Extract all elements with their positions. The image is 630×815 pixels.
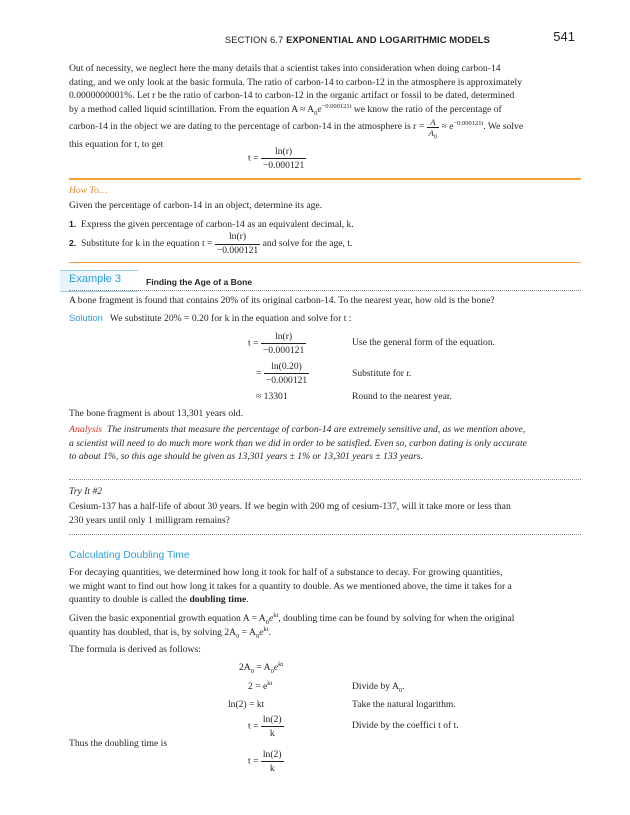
section-title: EXPONENTIAL AND LOGARITHMIC MODELS (286, 34, 490, 45)
intro-equation: t = $\frac{\ln(r)}{-0.000121}$ (248, 146, 305, 171)
doubling-paragraph-2: Given the basic exponential growth equation $A = A_0e^{kt}$, doubling time can be found by solving for when the original quantity has doubled, that is, by solving $2A_0 = A_0e^{kt}$. (69, 611, 515, 640)
solution-note-3: Round to the nearest year. (352, 391, 452, 402)
example-question: A bone fragment is found that contains 20% of its original carbon-14. To the nearest year, how old is the bone? (69, 295, 495, 306)
intro-paragraph: Out of necessity, we neglect here the many details that a scientist takes into consideration when doing carbon-14 dating, and we only look at the basic formula. The ratio of carbon-14 to carbon-12 in the atmosphere is approximately 0.0000000001%. Let r be the ratio of carbon-14 to carbon-12 in the organic artifact or fossil to be dated, determined by a method called liquid scintillation. From the equation $A \approx A_0e^{-0.000121t}$ we know the ratio of the percentage of carbon-14 in the object we are dating to the percentage of carbon-14 in the atmosphere is r = $\frac{A}{A_0}$ ≈ $e^{-0.000121t}$. We solve this equation for t, to get (69, 63, 524, 151)
howto-bottom-rule (69, 262, 581, 263)
doubling-paragraph-1: For decaying quantities, we determined how long it took for half of a substance to decay. For growing quantities, we might want to find out how long it takes for a quantity to double. As we mentioned above, the time it takes for a quantity to double is called the doubling time. (69, 567, 512, 606)
solution-label: Solution (69, 312, 103, 323)
derivation-note-2: Divide by $A_0$. (352, 681, 405, 694)
ratio-fraction: $\frac{A}{A_0}$ (428, 116, 438, 141)
derivation-row-1: $2A_0 = A_0e^{kt}$ (239, 660, 284, 675)
solution-row-1: t = $\frac{\ln(r)}{-0.000121}$ (248, 331, 305, 356)
derivation-note-4: Divide by the coeffici t of t. (352, 720, 459, 731)
solution-note-1: Use the general form of the equation. (352, 337, 496, 348)
derivation-row-2: $2 = e^{kt}$ (248, 679, 273, 692)
howto-label: How To… (69, 185, 108, 196)
example-divider (69, 290, 581, 291)
example-title: Finding the Age of a Bone (146, 277, 253, 287)
howto-step-2: 2. Substitute for k in the equation t = $\frac{\ln(r)}{-0.000121}$ and solve for the age, t. (69, 231, 353, 256)
tryit-bottom-rule (69, 534, 581, 535)
example-conclusion: The bone fragment is about 13,301 years old. (69, 408, 243, 419)
doubling-thus: Thus the doubling time is (69, 738, 168, 749)
tryit-top-rule (69, 479, 581, 480)
solution-row-2: = $\frac{\ln(0.20)}{-0.000121}$ (256, 361, 308, 386)
derivation-note-3: Take the natural logarithm. (352, 699, 456, 710)
derivation-row-4: t = $\frac{\ln(2)}{k}$ (248, 714, 282, 739)
tryit-text: Cesium-137 has a half-life of about 30 years. If we begin with 200 mg of cesium-137, will it take more or less than 230 years until only 1 milligram remains? (69, 501, 511, 526)
analysis-label: Analysis (69, 424, 103, 435)
howto-step-1: 1. Express the given percentage of carbon-14 as an equivalent decimal, k. (69, 219, 354, 230)
example-label: Example 3 (69, 273, 121, 285)
page-number: 541 (553, 29, 575, 44)
howto-intro: Given the percentage of carbon-14 in an object, determine its age. (69, 200, 323, 211)
solution-note-2: Substitute for r. (352, 368, 412, 379)
doubling-time-formula: t = $\frac{\ln(2)}{k}$ (248, 749, 282, 774)
howto-top-rule (69, 178, 581, 180)
doubling-heading: Calculating Doubling Time (69, 550, 190, 561)
derivation-row-3: ln(2) = kt (228, 699, 265, 710)
analysis-block: Analysis The instruments that measure the percentage of carbon-14 are extremely sensitive and, as we mention above, a scientist will need to do much more work than we did in order to be satisfied. Even so, carbon dating is only accurate to about 1%, so this age should be given as 13,301 years ± 1% or 13,301 years ± 133 years. (69, 424, 527, 463)
running-header (0, 31, 630, 45)
tryit-label: Try It #2 (69, 486, 103, 497)
solution-row-3: ≈ 13301 (256, 391, 288, 402)
section-heading: SECTION 6.7 EXPONENTIAL AND LOGARITHMIC MODELS (224, 34, 490, 45)
doubling-paragraph-3: The formula is derived as follows: (69, 644, 201, 655)
solution-line: Solution We substitute 20% = 0.20 for k in the equation and solve for t : (69, 312, 352, 324)
